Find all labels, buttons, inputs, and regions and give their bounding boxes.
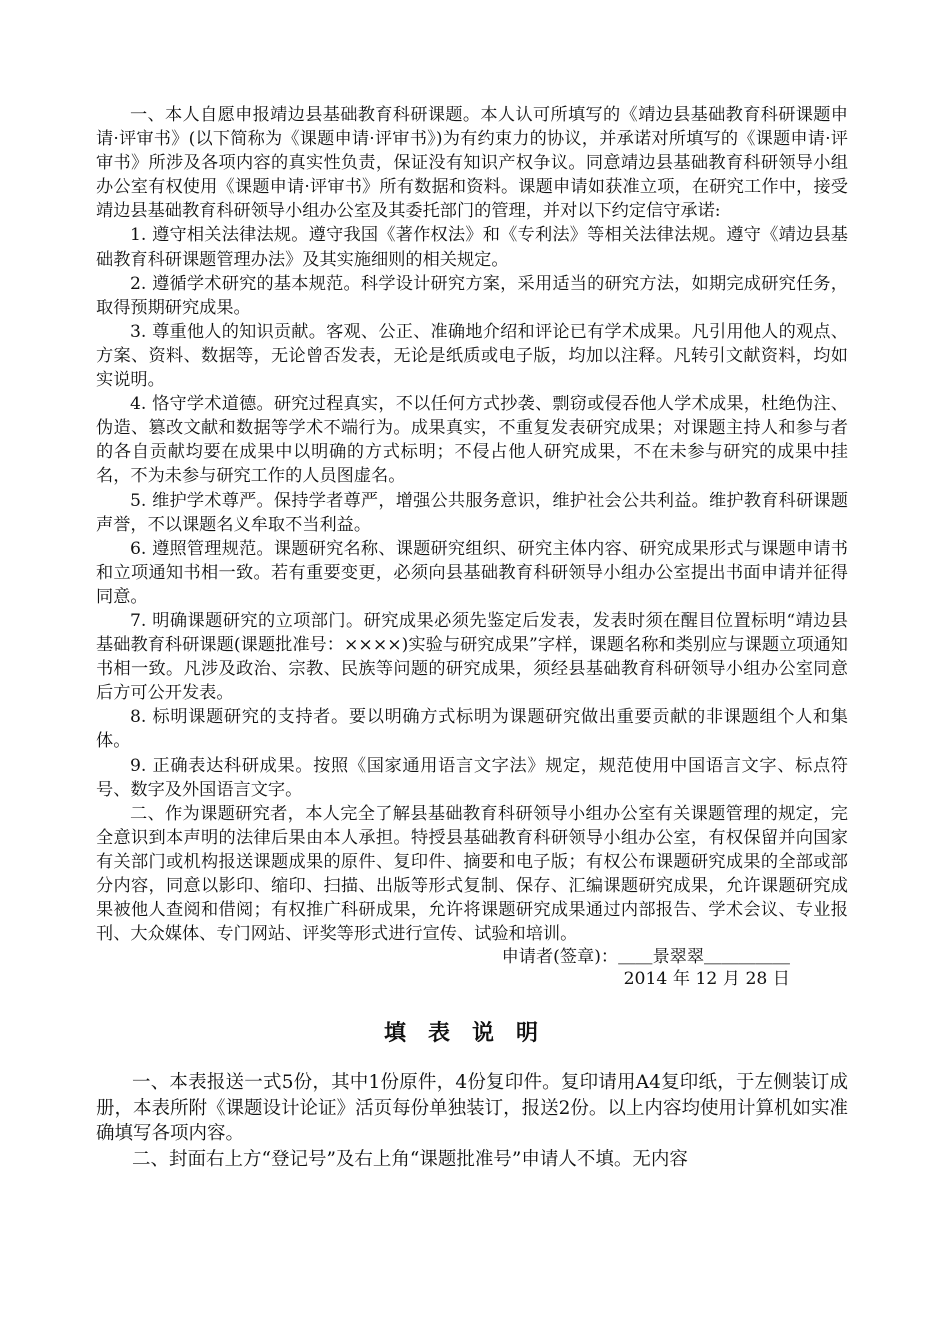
commitment-item-1: 1. 遵守相关法律法规。遵守我国《著作权法》和《专利法》等相关法律法规。遵守《靖边县基础教育科研课题管理办法》及其实施细则的相关规定。 (96, 225, 848, 270)
declaration-intro: 一、本人自愿申报靖边县基础教育科研课题。本人认可所填写的《靖边县基础教育科研课题申请·评审书》(以下简称为《课题申请·评审书》)为有约束力的协议，并承诺对所填写的《课题申请·评审书》所涉及各项内容的真实性负责，保证没有知识产权争议。同意靖边县基础教育科研领导小组办公室有权使用《课题申请·评审书》所有数据和资料。课题申请如获准立项，在研究工作中，接受靖边县基础教育科研领导小组办公室及其委托部门的管理，并对以下约定信守承诺: (96, 105, 848, 222)
signature-date: 2014 年 12 月 28 日 (623, 969, 790, 990)
commitment-item-4: 4. 恪守学术道德。研究过程真实，不以任何方式抄袭、剽窃或侵吞他人学术成果，杜绝伪注、伪造、篡改文献和数据等学术不端行为。成果真实，不重复发表研究成果；对课题主持人和参与者的各自贡献均要在成果中以明确的方式标明；不侵占他人研究成果，不在未参与研究的成果中挂名，不为未参与研究工作的人员图虚名。 (96, 394, 848, 487)
instruction-paragraph-1: 一、本表报送一式5份，其中1份原件，4份复印件。复印请用A4复印纸，于左侧装订成册，本表所附《课题设计论证》活页每份单独装订，报送2份。以上内容均使用计算机如实准确填写各项内容。 (96, 1072, 848, 1145)
commitment-item-2: 2. 遵循学术研究的基本规范。科学设计研究方案，采用适当的研究方法，如期完成研究任务，取得预期研究成果。 (96, 273, 848, 318)
commitment-item-3: 3. 尊重他人的知识贡献。客观、公正、准确地介绍和评论已有学术成果。凡引用他人的观点、方案、资料、数据等，无论曾否发表，无论是纸质或电子版，均加以注释。凡转引文献资料，均如实说明。 (96, 321, 848, 391)
commitment-item-9: 9. 正确表达科研成果。按照《国家通用语言文字法》规定，规范使用中国语言文字、标点符号、数字及外国语言文字。 (96, 755, 848, 800)
applicant-signature: 申请者(签章)：＿＿景翠翠＿＿＿＿＿ (501, 947, 790, 968)
commitment-item-8: 8. 标明课题研究的支持者。要以明确方式标明为课题研究做出重要贡献的非课题组个人和集体。 (96, 707, 848, 752)
commitment-item-5: 5. 维护学术尊严。保持学者尊严，增强公共服务意识，维护社会公共利益。维护教育科研课题声誉，不以课题名义牟取不当利益。 (96, 490, 848, 535)
declaration-second: 二、作为课题研究者，本人完全了解县基础教育科研领导小组办公室有关课题管理的规定，完全意识到本声明的法律后果由本人承担。特授县基础教育科研领导小组办公室，有权保留并向国家有关部门或机构报送课题成果的原件、复印件、摘要和电子版；有权公布课题研究成果的全部或部分内容，同意以影印、缩印、扫描、出版等形式复制、保存、汇编课题研究成果，允许课题研究成果被他人查阅和借阅；有权推广科研成果，允许将课题研究成果通过内部报告、学术会议、专业报刊、大众媒体、专门网站、评奖等形式进行宣传、试验和培训。 (96, 803, 848, 945)
commitment-item-6: 6. 遵照管理规范。课题研究名称、课题研究组织、研究主体内容、研究成果形式与课题申请书和立项通知书相一致。若有重要变更，必须向县基础教育科研领导小组办公室提出书面申请并征得同意。 (96, 538, 848, 607)
document-content (96, 103, 848, 1172)
instruction-paragraph-2: 二、封面右上方“登记号”及右上角“课题批准号”申请人不填。无内容 (132, 1148, 688, 1170)
commitment-item-7: 7. 明确课题研究的立项部门。研究成果必须先鉴定后发表，发表时须在醒目位置标明“靖边县基础教育科研课题(课题批准号：××××)实验与研究成果”字样，课题名称和类别应与课题立项通知书相一致。凡涉及政治、宗教、民族等问题的研究成果，须经县基础教育科研领导小组办公室同意后方可公开发表。 (96, 610, 848, 704)
instructions-title: 填表说明 (383, 1020, 560, 1047)
